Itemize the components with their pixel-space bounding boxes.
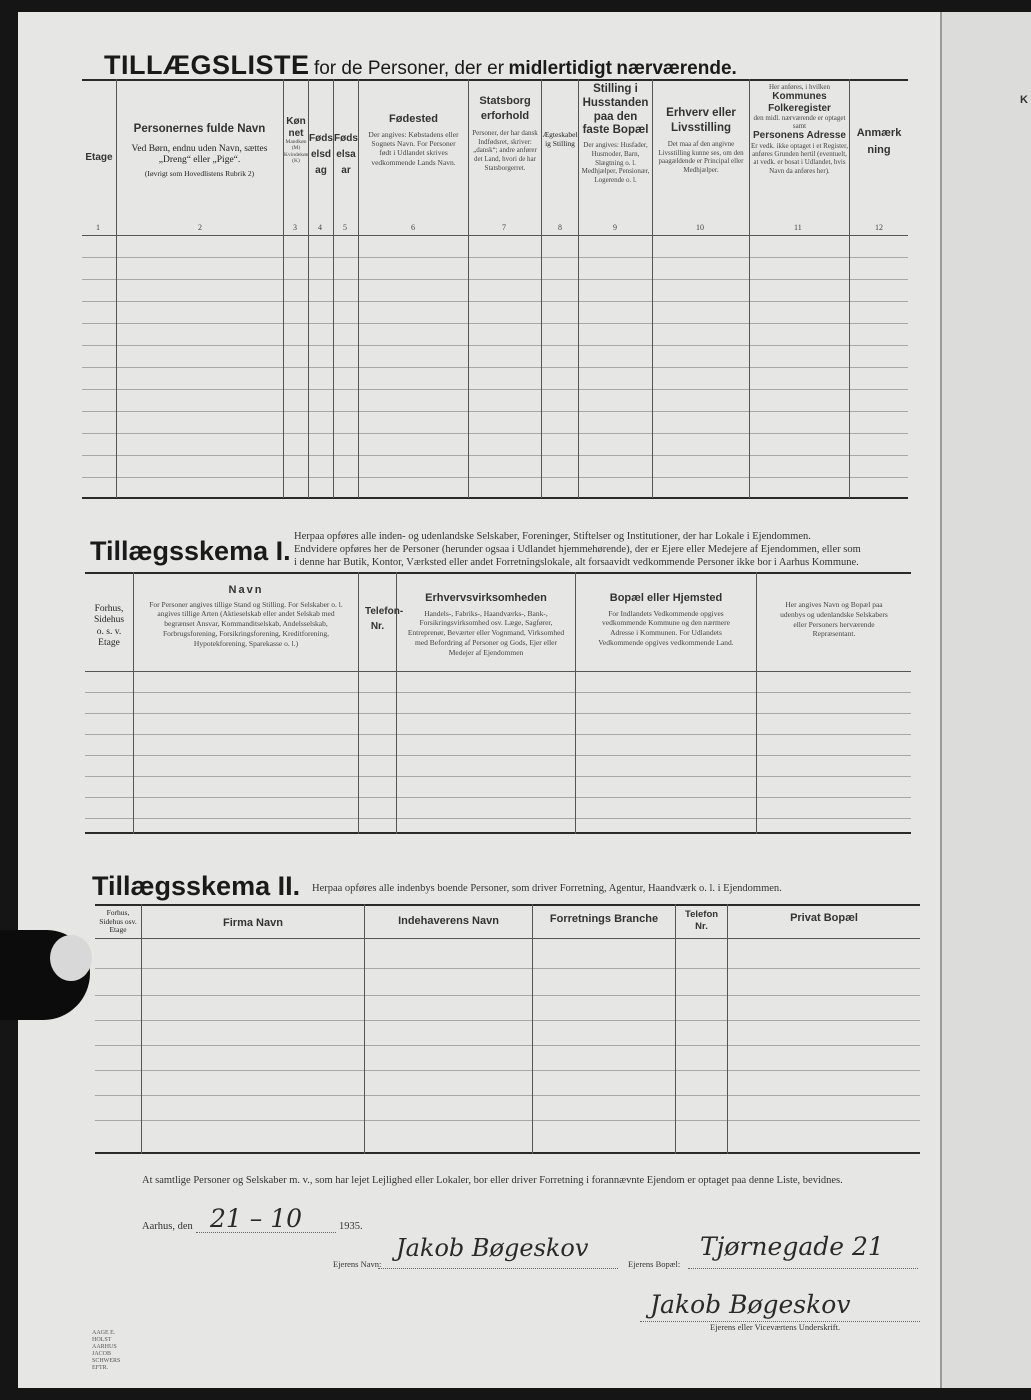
col-folkeregister-mid: den midl. nærværende er optaget samt: [753, 114, 846, 131]
tillaegsliste-table: [82, 79, 908, 498]
skema2-title: Tillægsskema II.: [92, 871, 301, 901]
main-title-big: TILLÆGSLISTE: [104, 50, 310, 80]
col-statsborger: [469, 94, 541, 173]
skema1-title: Tillægsskema I.: [90, 536, 291, 566]
col-folkeregister: [750, 83, 849, 175]
s1-col-erhverv-sub: Handels-, Fabriks-, Haandværks-, Bank-, Forsikringsvirksomhed osv. Læge, Sagfører, Entreprenør, Beværter eller Vognmand, Virksomhed med Befordring af Personer og Gods, Ejer eller Medejer af Ejendommen: [407, 608, 565, 657]
col-etage: Etage: [85, 152, 113, 163]
col-navn-note: (Iøvrigt som Hovedlistens Rubrik 2): [144, 169, 255, 179]
s1-col-repraesentant: Her angives Navn og Bopæl paa udenbys og udenlandske Selskabers eller Personers herværende Repræsentant.: [780, 600, 888, 639]
signature-handwritten: Jakob Bøgeskov: [650, 1290, 851, 1319]
col-statsborger-title: Statsborgerforhold: [479, 95, 531, 123]
col-number: 3: [293, 223, 297, 232]
adjacent-page: [940, 12, 1031, 1388]
s1-col-bopael-title: Bopæl eller Hjemsted: [609, 592, 723, 604]
col-stilling-title: Stilling i Husstanden paa den faste Bopæl: [582, 83, 649, 137]
main-title-middle: for de Personer, der er: [313, 58, 505, 79]
skema1-desc-line2: Endvidere opføres her de Personer (herunder ogsaa i Udlandet hjemmehørende), der er Ejere eller Medejere af Ejendommen, eller som: [294, 544, 861, 555]
main-title-bold: midlertidigt: [508, 58, 612, 79]
s2-col-privat-bopael: Privat Bopæl: [790, 912, 858, 924]
col-number: 9: [613, 223, 617, 232]
footer-year: 1935.: [339, 1221, 363, 1232]
owner-address-label: Ejerens Bopæl:: [628, 1259, 681, 1269]
s1-col-etage: Forhus, Sidehus o. s. v. Etage: [93, 604, 125, 649]
s1-col-erhverv-title: Erhvervsvirksomheden: [425, 592, 547, 604]
main-title: [104, 50, 737, 81]
skema1-desc-line3: i denne har Butik, Kontor, Værksted eller andet Forretningslokale, alt forsaavidt vedkommende Personer ikke bor i Aarhus Kommune.: [294, 557, 859, 568]
s1-col-navn-sub: For Personer angives tillige Stand og Stilling. For Selskaber o. l. angives tillige Arten (Aktieselskab eller andet Selskab med begrænset Ansvar, Kommanditselskab, Andelsselskab, Forbrugsforening, Forsikringsforening, Kreditforening, Hypotekforening, Sparekasse o. l.): [149, 599, 343, 648]
col-number: 2: [198, 223, 202, 232]
col-koennet: [284, 116, 308, 164]
owner-name-handwritten: Jakob Bøgeskov: [396, 1234, 589, 1262]
col-folkeregister-title: Kommunes Folkeregister: [768, 91, 831, 114]
printer-imprint: AAGE E. HOLST AARHUS JACOB SCHWERS EFTR.: [92, 1330, 121, 1371]
col-number: 4: [318, 223, 322, 232]
skema2-description: Herpaa opføres alle indenbys boende Personer, som driver Forretning, Agentur, Haandværk o. l. i Ejendommen.: [312, 883, 782, 894]
s2-col-telefon: Telefon Nr.: [685, 909, 719, 933]
col-erhverv-title: Erhverv eller Livsstilling: [666, 107, 736, 134]
col-stilling-sub: Der angives: Husfader, Husmoder, Barn, Slægtning o. l. Medhjælper, Pensionær, Logerende o. l.: [581, 141, 650, 185]
col-folkeregister-sub: Er vedk. ikke optaget i et Register, anføres Grunden hertil (eventuelt, at vedk. er bosat i Udlandet, hvis Navn da anføres her).: [751, 141, 848, 175]
s1-col-navn: [135, 584, 357, 648]
col-number: 11: [794, 223, 802, 232]
col-stilling: [579, 83, 652, 185]
owner-name-line: [378, 1268, 618, 1269]
owner-address-line: [688, 1268, 918, 1269]
s2-col-etage: Forhus, Sidehus osv. Etage: [99, 908, 137, 935]
col-number: 6: [411, 223, 415, 232]
col-folkeregister-title2: Personens Adresse: [752, 130, 846, 142]
s2-col-firma: Firma Navn: [223, 917, 283, 929]
col-erhverv: [653, 106, 749, 175]
col-navn-title: Personernes fulde Navn: [133, 123, 266, 135]
col-number: 7: [502, 223, 506, 232]
s1-col-bopael: [577, 592, 755, 648]
owner-address-handwritten: Tjørnegade 21: [700, 1232, 884, 1261]
skema2-table: [95, 904, 920, 1154]
col-folkeregister-pre: Her anføres, i hvilken: [768, 83, 831, 91]
col-navn: [118, 123, 281, 179]
s2-col-indehaver: Indehaverens Navn: [398, 915, 499, 927]
col-number: 1: [96, 223, 100, 232]
s1-col-telefon: Telefon-Nr.: [365, 606, 404, 632]
s2-col-branche: Forretnings Branche: [549, 913, 659, 925]
s1-col-navn-title: Navn: [228, 584, 264, 596]
col-foedselsdag: Fødselsdag: [309, 133, 333, 176]
col-koennet-title: Kønnet: [286, 116, 306, 139]
col-number: 5: [343, 223, 347, 232]
footer-statement: At samtlige Personer og Selskaber m. v., som har lejet Lejlighed eller Lokaler, bor eller driver Forretning i forannævnte Ejendom er optaget paa denne Liste, bevidnes.: [142, 1175, 843, 1186]
signature-label: Ejerens eller Viceværtens Underskrift.: [710, 1322, 841, 1332]
skema1-desc-line1: Herpaa opføres alle inden- og udenlandske Selskaber, Foreninger, Stiftelser og Institutioner, der har Lokale i Ejendommen.: [294, 531, 811, 542]
col-anmaerkning: Anmærkning: [856, 127, 902, 156]
owner-name-label: Ejerens Navn:: [333, 1259, 382, 1269]
s1-col-erhverv: [398, 592, 574, 657]
col-number: 12: [875, 223, 883, 232]
col-number: 8: [558, 223, 562, 232]
footer-place: Aarhus, den: [142, 1221, 193, 1232]
skema1-description: [294, 530, 918, 569]
date-handwritten: 21 – 10: [210, 1204, 303, 1233]
col-erhverv-sub: Det maa af den angivne Livsstilling kunne ses, om den paagældende er Principal eller Medhjælper.: [658, 139, 744, 175]
col-koennet-sub: Mandkøn (M) Kvindekøn (K): [284, 139, 309, 164]
col-navn-sub: Ved Børn, endnu uden Navn, sættes „Dreng“ eller „Pige“.: [131, 144, 268, 166]
adjacent-page-letter: K: [1020, 94, 1028, 106]
col-statsborger-sub: Personer, der har dansk Indfødsret, skriver: „dansk“; andre anfører det Land, hvori de har Statsborgerret.: [472, 128, 538, 172]
col-foedselsaar: Fødselsaar: [334, 133, 358, 176]
s1-col-bopael-sub: For Indlandets Vedkommende opgives vedkommende Kommune og den nærmere Adresse i Kommunen. For Udlandets Vedkommende opgives vedkommende Land.: [598, 608, 734, 647]
col-foedested-title: Fødested: [389, 113, 438, 125]
main-title-end: nærværende.: [616, 58, 737, 79]
col-number: 10: [696, 223, 704, 232]
col-aegteskabelig: Ægteskabelig Stilling: [542, 130, 578, 148]
col-foedested-sub: Der angives: Købstadens eller Sognets Navn. For Personer født i Udlandet skrives vedkommende Lands Navn.: [368, 129, 459, 167]
skema1-table: [85, 572, 911, 834]
thumb-nail: [50, 935, 92, 981]
col-foedested: [361, 113, 466, 167]
